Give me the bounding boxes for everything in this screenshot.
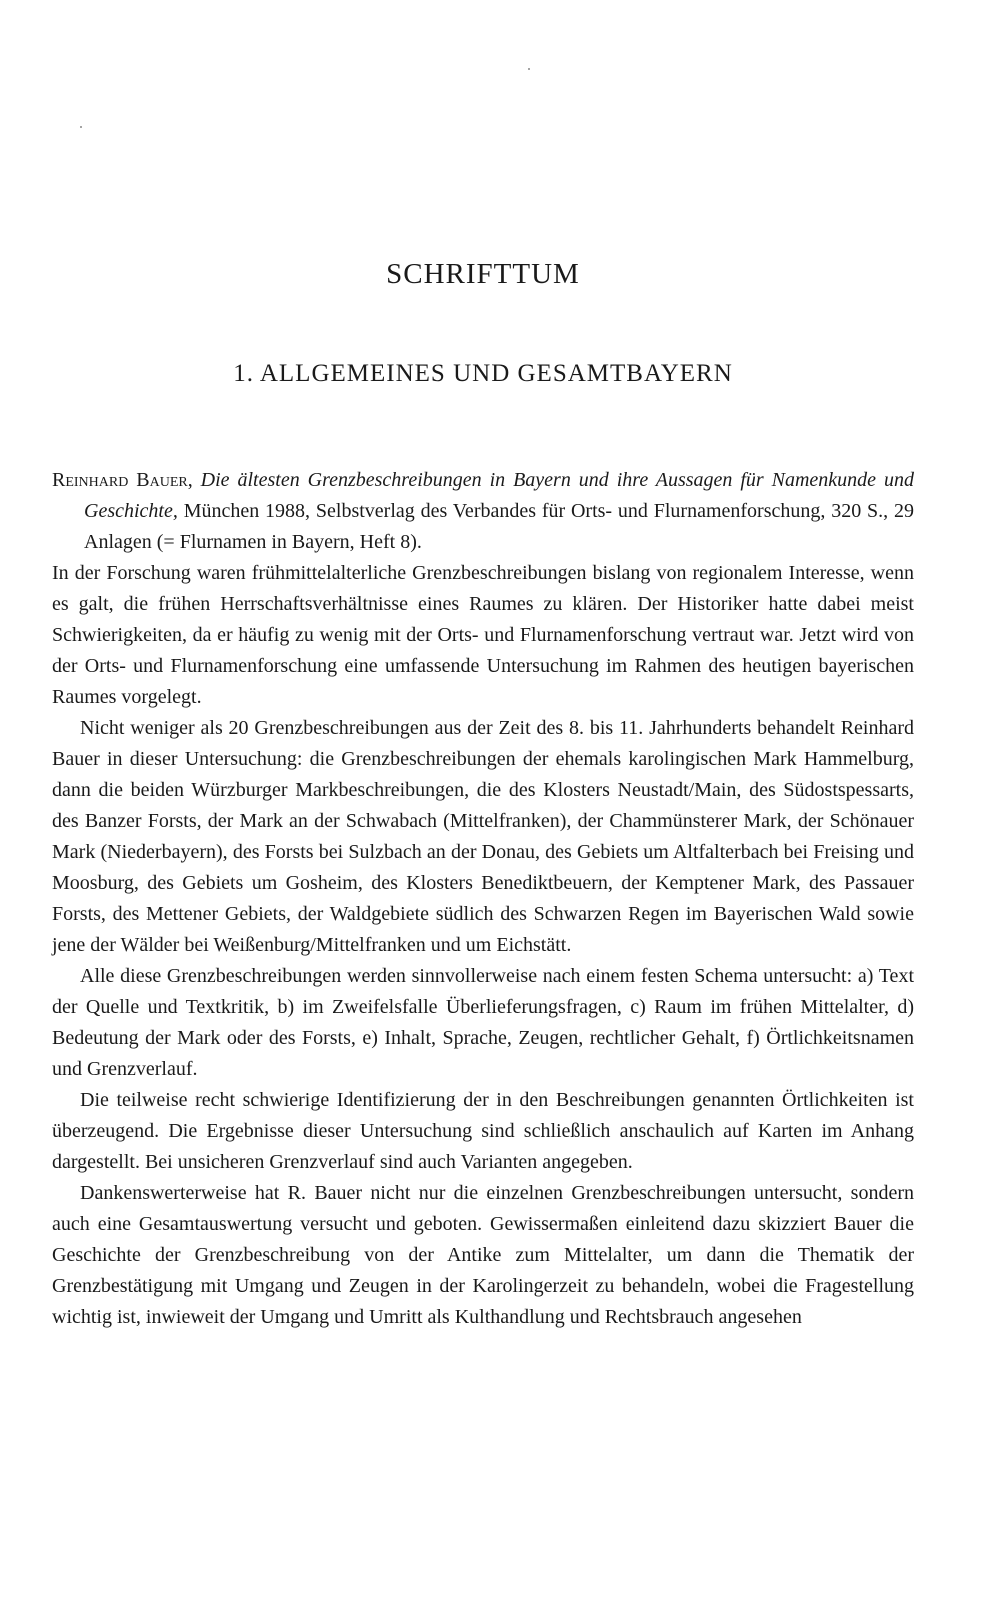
bibliographic-entry [52,465,914,558]
review-body [52,465,914,1333]
review-paragraph: Dankenswerterweise hat R. Bauer nicht nur die einzelnen Grenzbeschreibungen untersucht, sondern auch eine Gesamtauswertung versucht und geboten. Gewissermaßen einleitend dazu skizziert Bauer die Geschichte der Grenzbeschreibung von der Antike zum Mittelalter, um dann die Thematik der Grenzbestätigung mit Umgang und Zeugen in der Karolingerzeit zu behandeln, wobei die Fragestellung wichtig ist, inwieweit der Umgang und Umritt als Kulthandlung und Rechtsbrauch angesehen [52,1182,914,1328]
page-title: SCHRIFTTUM [386,258,580,290]
entry-author: Reinhard Bauer [52,469,188,491]
entry-author-separator: , [187,469,201,491]
entry-work-title: Die ältesten Grenzbeschreibungen in Bayern und ihre Aussagen für Namenkunde und Geschichte, [84,469,914,522]
entry-publication: München 1988, Selbstverlag des Verbandes für Orts- und Flurnamenforschung, 320 S., 29 Anlagen (= Flurnamen in Bayern, Heft 8). [84,500,914,553]
review-paragraph: In der Forschung waren frühmittelalterliche Grenzbeschreibungen bislang von regionalem Interesse, wenn es galt, die frühen Herrschaftsverhältnisse eines Raumes zu klären. Der Historiker hatte dabei meist Schwierigkeiten, da er häufig zu wenig mit der Orts- und Flurnamenforschung vertraut war. Jetzt wird von der Orts- und Flurnamenforschung eine umfassende Untersuchung im Rahmen des heutigen bayerischen Raumes vorgelegt. [52,562,914,708]
review-paragraph: Nicht weniger als 20 Grenzbeschreibungen aus der Zeit des 8. bis 11. Jahrhunderts behandelt Reinhard Bauer in dieser Untersuchung: die Grenzbeschreibungen der ehemals karolingischen Mark Hammelburg, dann die beiden Würzburger Markbeschreibungen, die des Klosters Neustadt/Main, des Südostspessarts, des Banzer Forsts, der Mark an der Schwabach (Mittelfranken), der Chammünsterer Mark, der Schönauer Mark (Niederbayern), des Forsts bei Sulzbach an der Donau, des Gebiets um Altfalterbach bei Freising und Moosburg, des Gebiets um Gosheim, des Klosters Benediktbeuern, der Kemptener Mark, des Passauer Forsts, des Mettener Gebiets, der Waldgebiete südlich des Schwarzen Regen im Bayerischen Wald sowie jene der Wälder bei Weißenburg/Mittelfranken und um Eichstätt. [52,717,914,956]
review-paragraph: Alle diese Grenzbeschreibungen werden sinnvollerweise nach einem festen Schema untersucht: a) Text der Quelle und Textkritik, b) im Zweifelsfalle Überlieferungsfragen, c) Raum im frühen Mittelalter, d) Bedeutung der Mark oder des Forsts, e) Inhalt, Sprache, Zeugen, rechtlicher Gehalt, f) Örtlichkeitsnamen und Grenzverlauf. [52,965,914,1080]
document-page [52,0,914,1621]
section-title: 1. ALLGEMEINES UND GESAMTBAYERN [233,360,733,387]
review-paragraph: Die teilweise recht schwierige Identifizierung der in den Beschreibungen genannten Örtlichkeiten ist überzeugend. Die Ergebnisse dieser Untersuchung sind schließlich anschaulich auf Karten im Anhang dargestellt. Bei unsicheren Grenzverlauf sind auch Varianten angegeben. [52,1089,914,1173]
